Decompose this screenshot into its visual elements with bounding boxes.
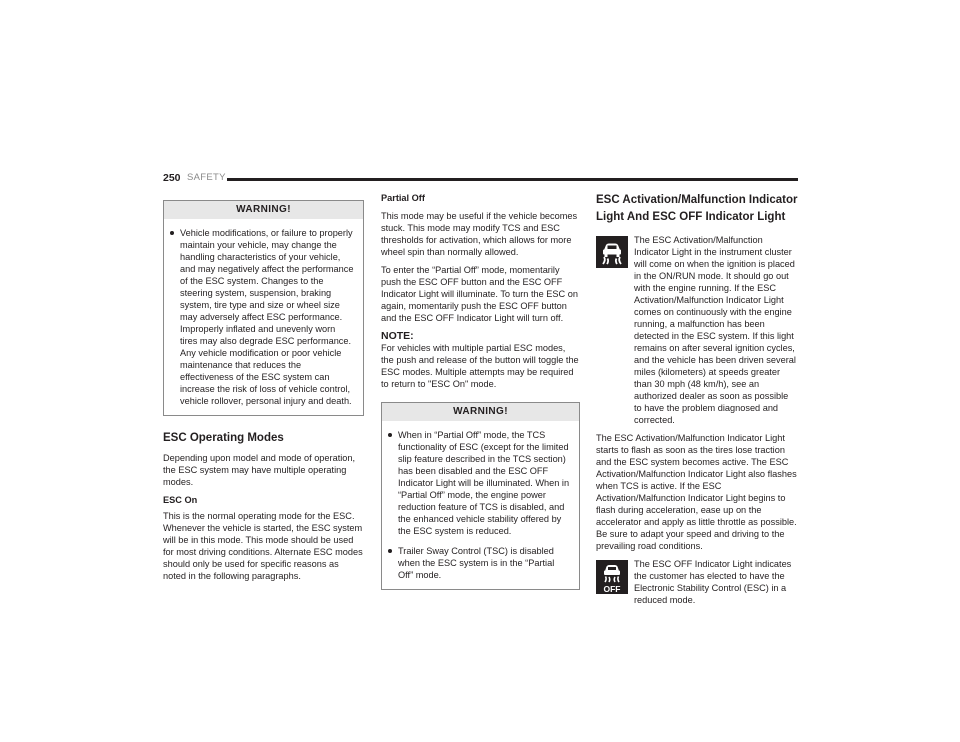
esc-activation-block	[596, 234, 798, 426]
intro-paragraph: Depending upon model and mode of operation, the ESC system may have multiple operating modes.	[163, 453, 356, 487]
partial-off-paragraph-2: To enter the “Partial Off” mode, momentarily push the ESC OFF button and the ESC OFF Indicator Light will illuminate. To turn the ESC on again, momentarily push the ESC OFF button and the ESC OFF Indicator Light will turn off.	[381, 265, 578, 323]
partial-off-label: Partial Off	[381, 193, 425, 203]
warning-item: Trailer Sway Control (TSC) is disabled when the ESC system is in the “Partial Off” mode.	[388, 545, 571, 581]
bullet-icon	[170, 231, 174, 235]
bullet-icon	[388, 433, 392, 437]
esc-activation-paragraph-1: The ESC Activation/Malfunction Indicator Light in the instrument cluster will come on when the ignition is placed in the ON/RUN mode. It should go out with the engine running. If the ESC Activation/Malfunction Indicator Light comes on continuously with the engine running, a malfunction has been detected in the ESC system. If this light remains on after several ignition cycles, and the vehicle has been driven several miles (kilometers) at speeds greater than 30 mph (48 km/h), see an authorized dealer as soon as possible to have the problem diagnosed and corrected.	[634, 235, 796, 425]
esc-off-paragraph: The ESC OFF Indicator Light indicates the customer has elected to have the Electronic Stability Control (ESC) in a reduced mode.	[634, 559, 792, 605]
column-1	[163, 200, 364, 588]
heading-esc-operating-modes: ESC Operating Modes	[163, 432, 284, 444]
heading-esc-indicator-lights: ESC Activation/Malfunction Indicator Light And ESC OFF Indicator Light	[596, 194, 798, 223]
off-label: OFF	[603, 584, 621, 594]
esc-skid-car-icon	[596, 236, 628, 268]
warning-box-1	[163, 200, 364, 416]
section-title: SAFETY	[187, 172, 226, 183]
esc-off-icon	[596, 560, 628, 594]
note-label: NOTE:	[381, 330, 414, 342]
warning-item: Vehicle modifications, or failure to properly maintain your vehicle, may change the handling characteristics of your vehicle, and may negatively affect the performance of the ESC system. Changes to the steering system, suspension, braking system, tire type and size or wheel size may adversely affect ESC performance. Improperly inflated and unevenly worn tires may also degrade ESC performance. Any vehicle modification or poor vehicle maintenance that reduces the effectiveness of the ESC system can increase the risk of loss of vehicle control, vehicle rollover, personal injury and death.	[170, 227, 355, 407]
warning-title: WARNING!	[382, 402, 579, 421]
esc-off-block	[596, 558, 798, 606]
warning-box-2	[381, 402, 580, 590]
note-text: For vehicles with multiple partial ESC modes, the push and release of the button will toggle the ESC modes. Multiple attempts may be required to return to "ESC On" mode.	[381, 343, 579, 389]
warning-item: When in “Partial Off” mode, the TCS functionality of ESC (except for the limited slip feature described in the TCS section) has been disabled and the ESC OFF Indicator Light will be illuminated. When in “Partial Off” mode, the engine power reduction feature of TCS is disabled, and the enhanced vehicle stability offered by the ESC system is reduced.	[388, 429, 571, 537]
esc-on-paragraph: This is the normal operating mode for the ESC. Whenever the vehicle is started, the ESC system will be in this mode. This mode should be used for most driving conditions. Alternate ESC modes should only be used for specific reasons as noted in the following paragraphs.	[163, 511, 363, 581]
esc-on-label: ESC On	[163, 495, 198, 505]
partial-off-paragraph-1: This mode may be useful if the vehicle becomes stuck. This mode may modify TCS and ESC thresholds for activation, which allows for more wheel spin than normally allowed.	[381, 211, 578, 257]
warning-title: WARNING!	[164, 200, 363, 219]
column-3	[596, 192, 798, 612]
column-2	[381, 192, 580, 590]
header-rule	[227, 178, 798, 181]
page-header	[163, 170, 798, 186]
page-number: 250	[163, 172, 181, 184]
bullet-icon	[388, 549, 392, 553]
esc-activation-paragraph-2: The ESC Activation/Malfunction Indicator Light starts to flash as soon as the tires lose traction and the ESC system becomes active. The ESC Activation/Malfunction Indicator Light also flashes when TCS is active. If the ESC Activation/Malfunction Indicator Light begins to flash during acceleration, ease up on the accelerator and apply as little throttle as possible. Be sure to adapt your speed and driving to the prevailing road conditions.	[596, 433, 797, 551]
